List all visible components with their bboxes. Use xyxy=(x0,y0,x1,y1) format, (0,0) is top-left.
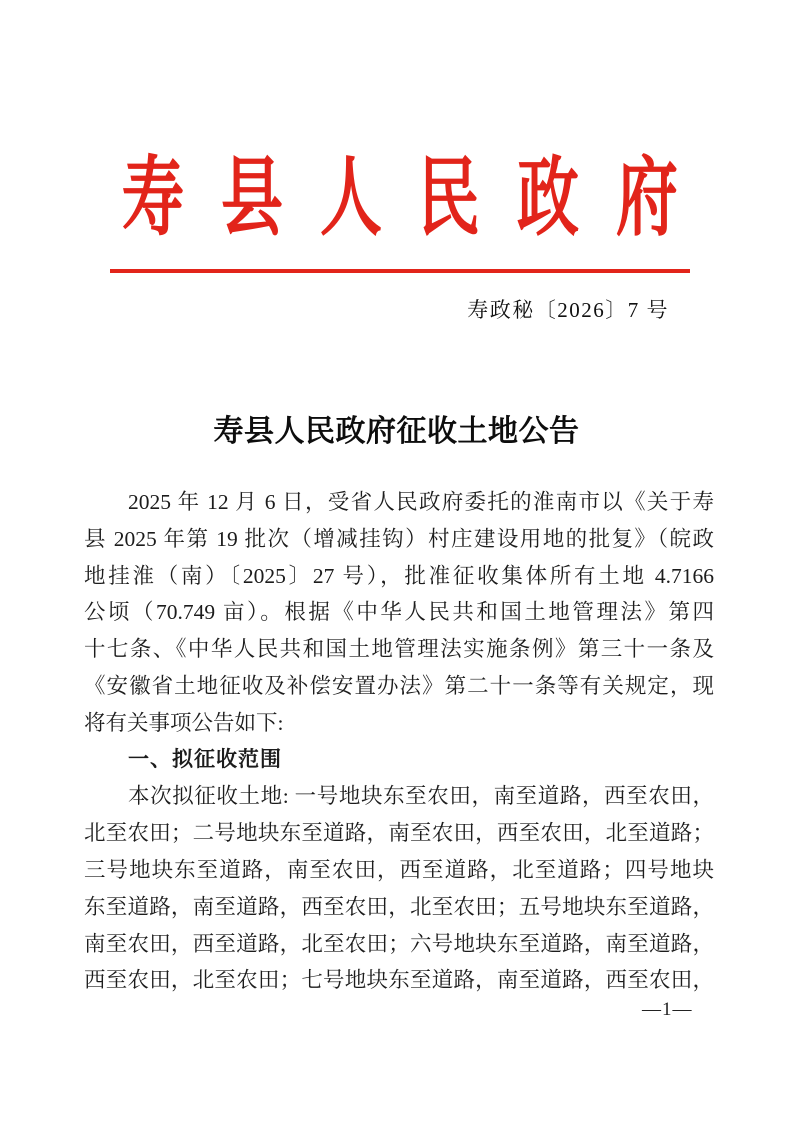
paragraph1-line: 十七条、《中华人民共和国土地管理法实施条例》第三十一条及 xyxy=(84,637,714,662)
document-body xyxy=(84,484,714,999)
paragraph1-line: 2025 年 12 月 6 日，受省人民政府委托的淮南市以《关于寿 xyxy=(128,490,714,514)
paragraph1-line: 地挂淮（南）〔2025〕27 号），批准征收集体所有土地 4.7166 xyxy=(84,563,714,588)
letterhead-agency-name xyxy=(110,152,690,244)
agency-char: 县 xyxy=(220,150,283,246)
page-number: —1— xyxy=(642,999,693,1020)
paragraph2-line: 东至道路，南至道路，西至农田，北至农田；五号地块东至道路， xyxy=(84,894,714,919)
agency-char: 政 xyxy=(517,150,580,246)
paragraph2-line: 三号地块东至道路，南至农田，西至道路，北至道路；四号地块 xyxy=(84,857,714,882)
agency-char: 府 xyxy=(616,150,678,246)
document-number: 寿政秘〔2026〕7 号 xyxy=(467,298,669,322)
paragraph1-line: 县 2025 年第 19 批次（增减挂钩）村庄建设用地的批复》（皖政 xyxy=(84,526,714,551)
agency-char: 人 xyxy=(319,150,382,246)
agency-char: 寿 xyxy=(122,150,184,246)
agency-char: 民 xyxy=(418,150,481,246)
paragraph1-line: 将有关事项公告如下: xyxy=(84,710,284,735)
section1-heading: 一、拟征收范围 xyxy=(128,747,282,771)
paragraph2-line: 北至农田；二号地块东至道路，南至农田，西至农田，北至道路； xyxy=(84,821,714,846)
paragraph1-line: 《安徽省土地征收及补偿安置办法》第二十一条等有关规定，现 xyxy=(84,673,714,698)
paragraph2-line: 本次拟征收土地: 一号地块东至农田，南至道路，西至农田， xyxy=(128,784,714,809)
document-title: 寿县人民政府征收土地公告 xyxy=(213,415,580,448)
paragraph2-line: 西至农田，北至农田；七号地块东至道路，南至道路，西至农田， xyxy=(84,968,714,993)
paragraph2-line: 南至农田，西至道路，北至农田；六号地块东至道路，南至道路， xyxy=(84,931,714,956)
letterhead-divider-rule xyxy=(110,269,690,273)
paragraph1-line: 公顷（70.749 亩）。根据《中华人民共和国土地管理法》第四 xyxy=(84,600,714,625)
